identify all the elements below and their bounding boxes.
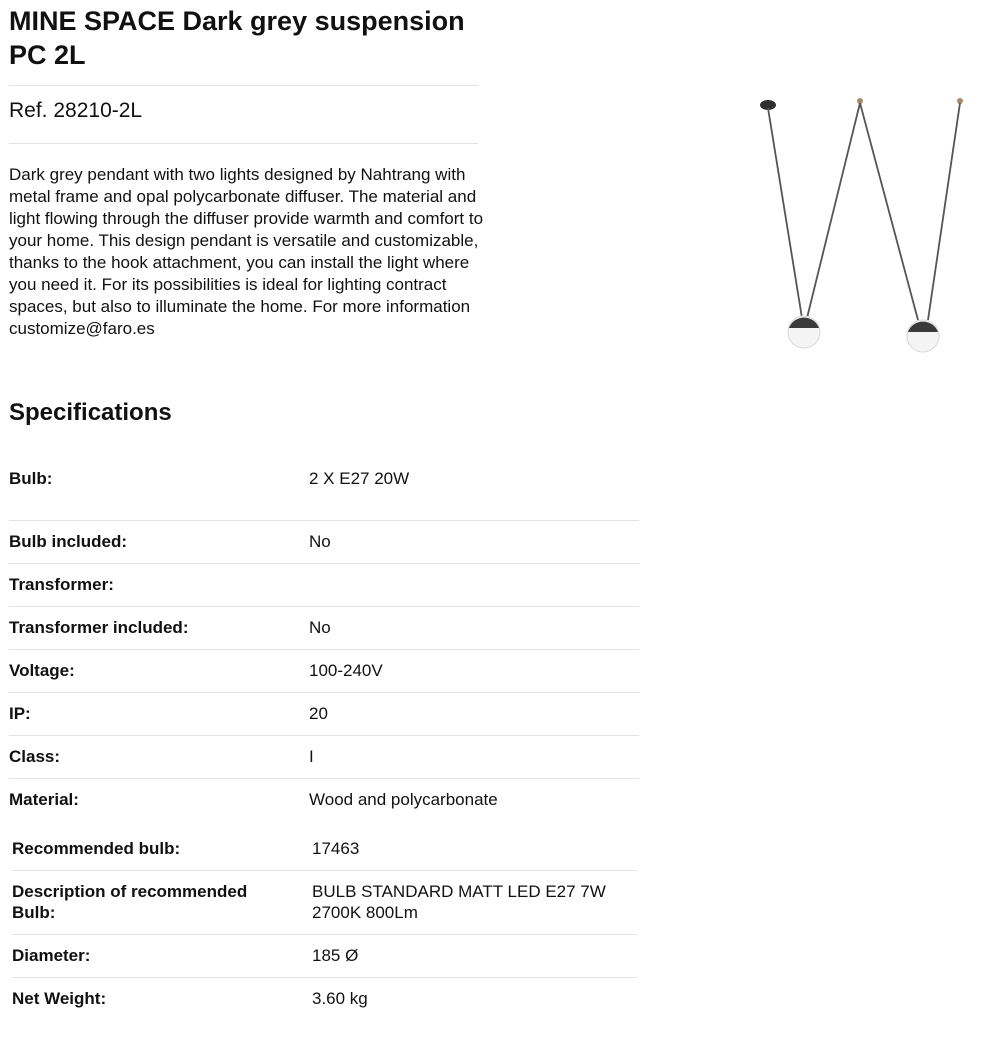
spec-value: 3.60 kg (312, 989, 368, 1008)
row-divider (9, 735, 639, 736)
row-divider (9, 606, 639, 607)
spec-value: No (309, 618, 331, 637)
spec-label: Bulb: (9, 469, 53, 488)
spec-label: Transformer: (9, 575, 114, 594)
spec-value: BULB STANDARD MATT LED E27 7W 2700K 800Lm (312, 882, 606, 922)
spec-value: I (309, 747, 314, 766)
spec-label: Description of recommended Bulb: (12, 882, 248, 922)
product-reference: Ref. 28210-2L (9, 99, 143, 122)
spec-label: Material: (9, 790, 79, 809)
product-description: Dark grey pendant with two lights designed by Nahtrang with metal frame and opal polycarbonate diffuser. The material and light flowing through the diffuser provide warmth and comfort to your home. This design pendant is versatile and customizable, thanks to the hook attachment, you can install the light where you need it. For its possibilities is ideal for lighting contract spaces, but also to illuminate the home. For more information customize@faro.es (9, 165, 484, 338)
row-divider (12, 870, 637, 871)
product-title: MINE SPACE Dark grey suspension PC 2L (9, 6, 465, 70)
row-divider (9, 520, 639, 521)
spec-value: No (309, 532, 331, 551)
row-divider (9, 563, 639, 564)
spec-label: Bulb included: (9, 532, 128, 551)
row-divider (9, 649, 639, 650)
row-divider (9, 692, 639, 693)
spec-value: 100-240V (309, 661, 383, 680)
product-image (752, 90, 972, 360)
specifications-heading: Specifications (9, 399, 172, 426)
spec-label: Recommended bulb: (12, 839, 181, 858)
spec-value: 2 X E27 20W (309, 469, 410, 488)
spec-label: Voltage: (9, 661, 75, 680)
row-divider (12, 977, 637, 978)
row-divider (12, 934, 637, 935)
spec-value: 17463 (312, 839, 360, 858)
spec-label: IP: (9, 704, 31, 723)
title-divider (9, 85, 478, 86)
spec-label: Diameter: (12, 946, 91, 965)
row-divider (9, 778, 639, 779)
spec-label: Transformer included: (9, 618, 189, 637)
spec-label: Class: (9, 747, 61, 766)
spec-value: 20 (309, 704, 328, 723)
spec-value: 185 Ø (312, 946, 359, 965)
spec-value: Wood and polycarbonate (309, 790, 498, 809)
spec-label: Net Weight: (12, 989, 107, 1008)
reference-divider (9, 143, 478, 144)
